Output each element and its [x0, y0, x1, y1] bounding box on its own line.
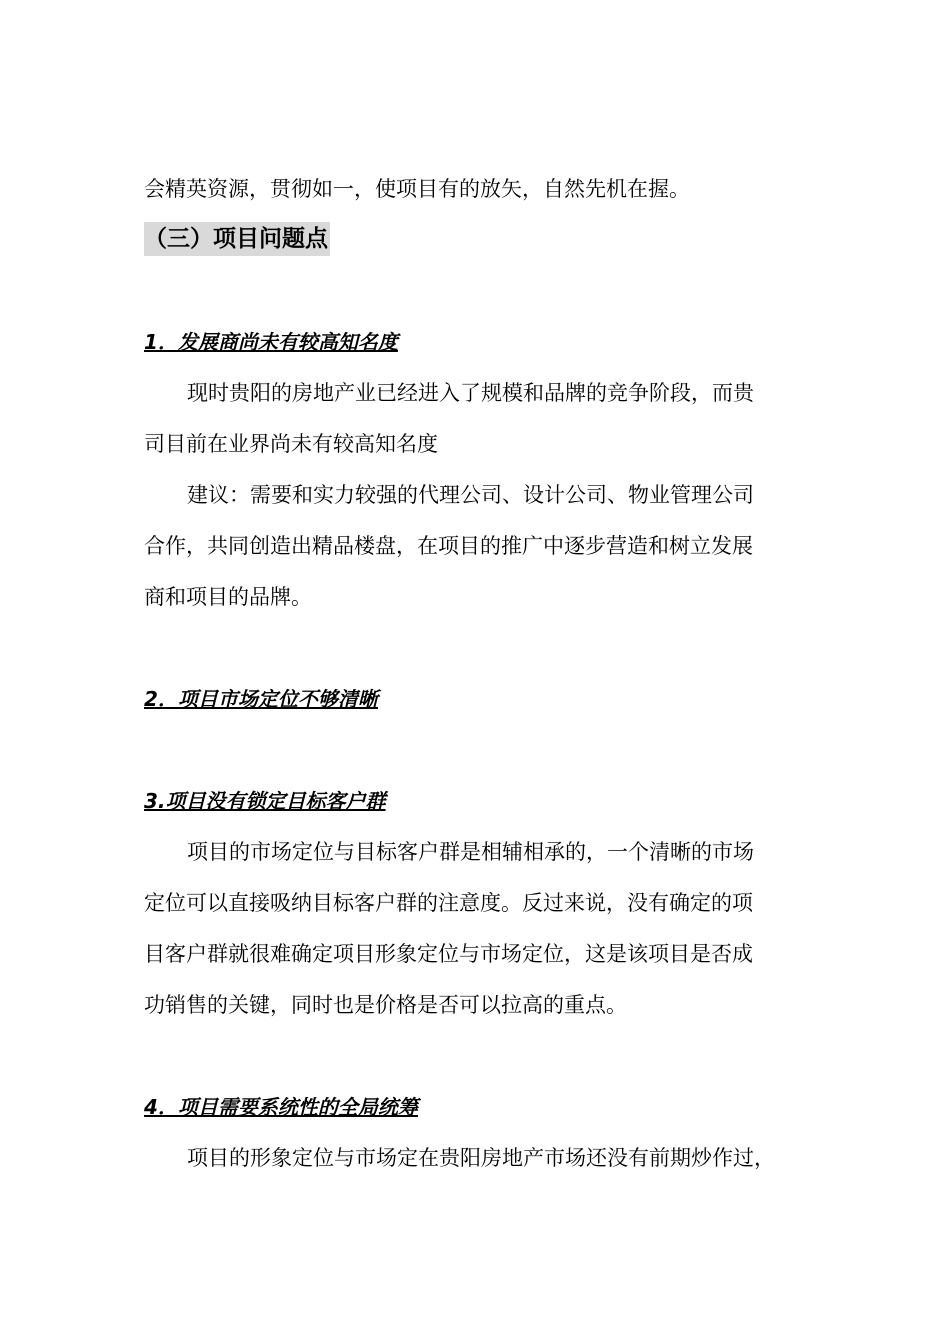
paragraph-line: 定位可以直接吸纳目标客户群的注意度。反过来说，没有确定的项 — [144, 891, 753, 915]
item-1-heading: 1．发展商尚未有较高知名度 — [144, 330, 398, 354]
intro-text-line: 会精英资源，贯彻如一，使项目有的放矢，自然先机在握。 — [144, 177, 690, 201]
item-4-heading: 4．项目需要系统性的全局统筹 — [144, 1095, 418, 1119]
item-2-heading: 2．项目市场定位不够清晰 — [144, 687, 378, 711]
paragraph-line: 商和项目的品牌。 — [144, 585, 312, 609]
paragraph-line: 司目前在业界尚未有较高知名度 — [144, 432, 438, 456]
paragraph-line: 功销售的关键，同时也是价格是否可以拉高的重点。 — [144, 993, 627, 1017]
section-title: （三）项目问题点 — [144, 222, 330, 256]
paragraph-line: 项目的形象定位与市场定在贵阳房地产市场还没有前期炒作过， — [187, 1146, 775, 1170]
paragraph-line: 项目的市场定位与目标客户群是相辅相承的，一个清晰的市场 — [187, 840, 754, 864]
paragraph-line: 建议：需要和实力较强的代理公司、设计公司、物业管理公司 — [187, 483, 754, 507]
paragraph-line: 现时贵阳的房地产业已经进入了规模和品牌的竞争阶段，而贵 — [187, 381, 754, 405]
item-3-heading: 3.项目没有锁定目标客户群 — [144, 789, 386, 813]
paragraph-line: 合作，共同创造出精品楼盘，在项目的推广中逐步营造和树立发展 — [144, 534, 753, 558]
paragraph-line: 目客户群就很难确定项目形象定位与市场定位，这是该项目是否成 — [144, 942, 753, 966]
